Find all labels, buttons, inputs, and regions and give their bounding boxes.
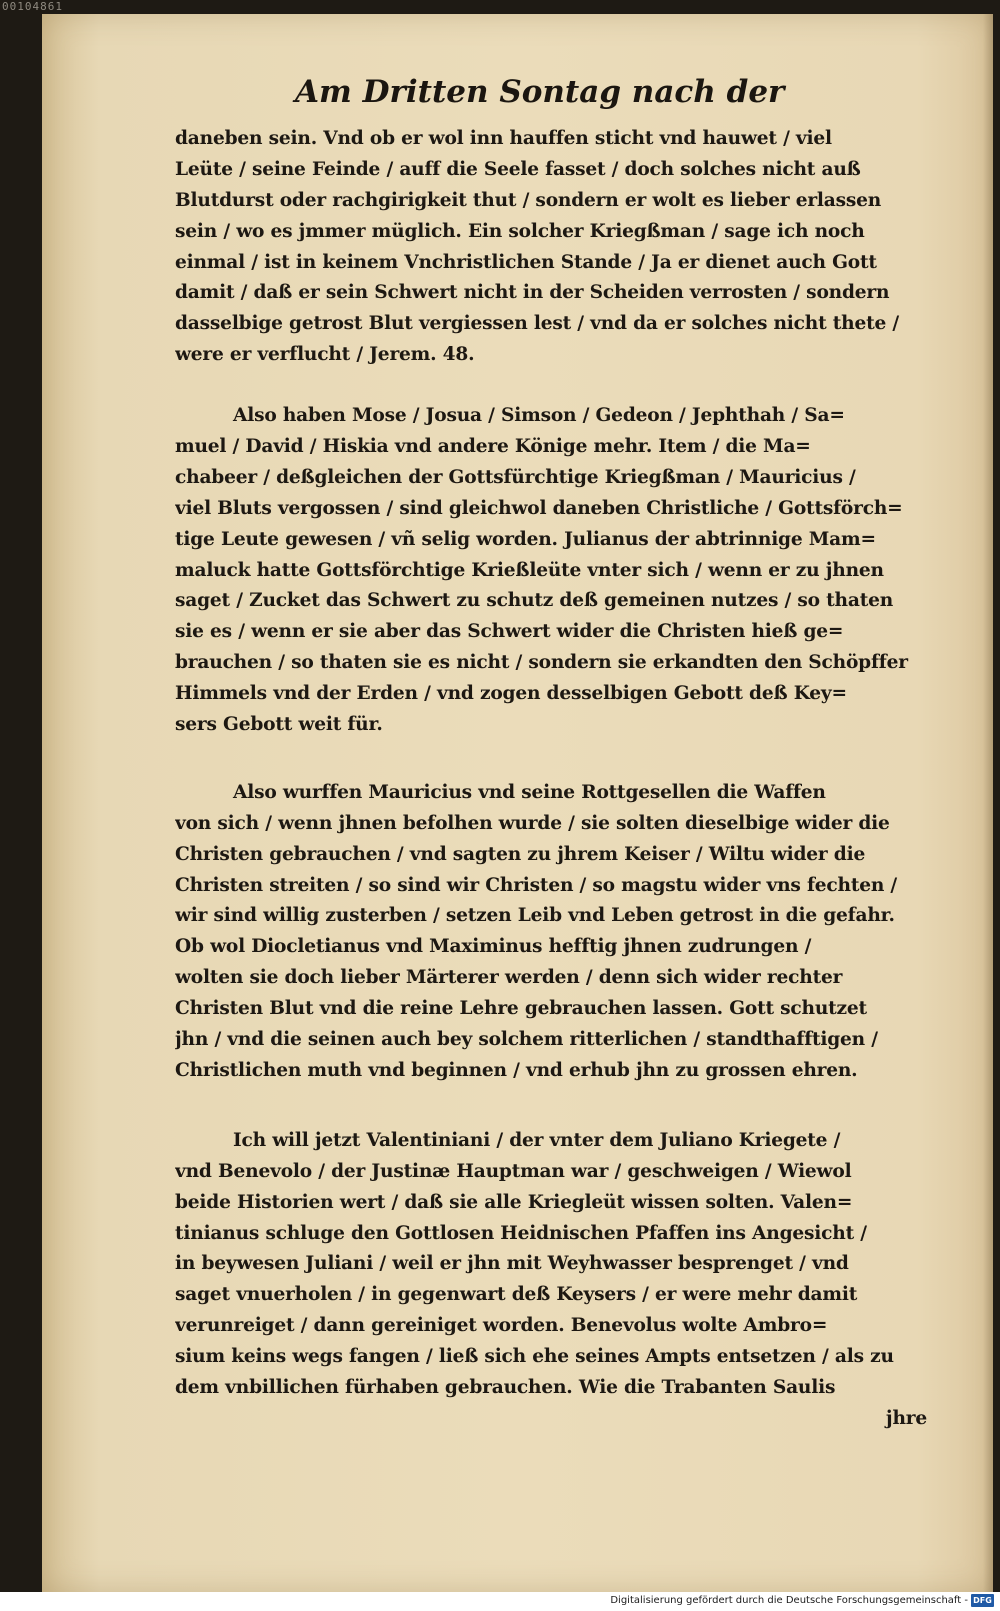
text-line: Ob wol Diocletianus vnd Maximinus hefftig jhnen zudrungen / — [175, 936, 812, 958]
paragraph-4 — [175, 1126, 935, 1435]
text-line: verunreiget / dann gereiniget worden. Benevolus wolte Ambro= — [175, 1315, 828, 1337]
text-line: wir sind willig zusterben / setzen Leib vnd Leben getrost in die gefahr. — [175, 905, 895, 927]
text-line: Christlichen muth vnd beginnen / vnd erhub jhn zu grossen ehren. — [175, 1059, 858, 1081]
text-line: damit / daß er sein Schwert nicht in der Scheiden verrosten / sondern — [175, 282, 890, 304]
text-line: Also wurffen Mauricius vnd seine Rottgesellen die Waffen — [233, 781, 826, 803]
text-line: sie es / wenn er sie aber das Schwert wider die Christen hieß ge= — [175, 621, 844, 643]
text-line: sers Gebott weit für. — [175, 714, 383, 736]
text-line: sium keins wegs fangen / ließ sich ehe seines Ampts entsetzen / als zu — [175, 1346, 894, 1368]
text-line: beide Historien wert / daß sie alle Kriegleüt wissen solten. Valen= — [175, 1191, 853, 1213]
text-line: saget / Zucket das Schwert zu schutz deß gemeinen nutzes / so thaten — [175, 590, 894, 612]
text-line: saget vnuerholen / in gegenwart deß Keysers / er were mehr damit — [175, 1284, 858, 1306]
text-line: maluck hatte Gottsförchtige Krießleüte vnter sich / wenn er zu jhnen — [175, 559, 884, 581]
text-line: brauchen / so thaten sie es nicht / sondern sie erkandten den Schöpffer — [175, 652, 908, 674]
text-line: dem vnbillichen fürhaben gebrauchen. Wie die Trabanten Saulis — [175, 1376, 836, 1398]
text-line: von sich / wenn jhnen befolhen wurde / sie solten dieselbige wider die — [175, 812, 890, 834]
paragraph-2 — [175, 401, 935, 741]
body-text — [175, 124, 935, 1435]
running-head: Am Dritten Sontag nach der — [295, 74, 785, 110]
text-line: Also haben Mose / Josua / Simson / Gedeon / Jephthah / Sa= — [233, 405, 845, 427]
text-line: einmal / ist in keinem Vnchristlichen Stande / Ja er dienet auch Gott — [175, 251, 877, 273]
text-line: Christen Blut vnd die reine Lehre gebrauchen lassen. Gott schutzet — [175, 998, 867, 1020]
text-line: Leüte / seine Feinde / auff die Seele fasset / doch solches nicht auß — [175, 158, 861, 180]
text-line: vnd Benevolo / der Justinæ Hauptman war / geschweigen / Wiewol — [175, 1160, 852, 1182]
text-line: dasselbige getrost Blut vergiessen lest / vnd da er solches nicht thete / — [175, 313, 899, 335]
text-line: wolten sie doch lieber Märterer werden / denn sich wider rechter — [175, 967, 843, 989]
footer-credit: Digitalisierung gefördert durch die Deutsche Forschungsgemeinschaft - — [610, 1595, 968, 1606]
text-line: daneben sein. Vnd ob er wol inn hauffen sticht vnd hauwet / viel — [175, 128, 832, 149]
text-line: viel Bluts vergossen / sind gleichwol daneben Christliche / Gottsförch= — [175, 497, 903, 519]
text-line: sein / wo es jmmer müglich. Ein solcher Kriegßman / sage ich noch — [175, 220, 865, 242]
paragraph-3 — [175, 778, 935, 1087]
text-line: tige Leute gewesen / vñ selig worden. Julianus der abtrinnige Mam= — [175, 528, 876, 550]
text-line: Christen streiten / so sind wir Christen / so magstu wider vns fechten / — [175, 874, 898, 896]
dfg-logo-icon: DFG — [971, 1594, 994, 1607]
text-line: were er verflucht / Jerem. 48. — [175, 344, 475, 366]
text-line: tinianus schluge den Gottlosen Heidnischen Pfaffen ins Angesicht / — [175, 1222, 867, 1244]
text-line: muel / David / Hiskia vnd andere Könige mehr. Item / die Ma= — [175, 436, 811, 458]
digitization-footer — [0, 1592, 1000, 1611]
paragraph-1 — [175, 124, 935, 371]
text-line: Christen gebrauchen / vnd sagten zu jhrem Keiser / Wiltu wider die — [175, 843, 866, 865]
text-line: Ich will jetzt Valentiniani / der vnter dem Juliano Kriegete / — [233, 1129, 841, 1151]
text-line: jhn / vnd die seinen auch bey solchem ritterlichen / standthafftigen / — [175, 1029, 878, 1051]
text-line: in beywesen Juliani / weil er jhn mit Weyhwasser besprenget / vnd — [175, 1253, 849, 1275]
text-line: chabeer / deßgleichen der Gottsfürchtige Kriegßman / Mauricius / — [175, 466, 856, 488]
text-line: Himmels vnd der Erden / vnd zogen desselbigen Gebott deß Key= — [175, 683, 847, 705]
scan-id: 00104861 — [2, 0, 63, 13]
text-line: Blutdurst oder rachgirigkeit thut / sondern er wolt es lieber erlassen — [175, 189, 882, 211]
catchword: jhre — [885, 1407, 927, 1429]
page-edge-shadow — [983, 14, 993, 1592]
